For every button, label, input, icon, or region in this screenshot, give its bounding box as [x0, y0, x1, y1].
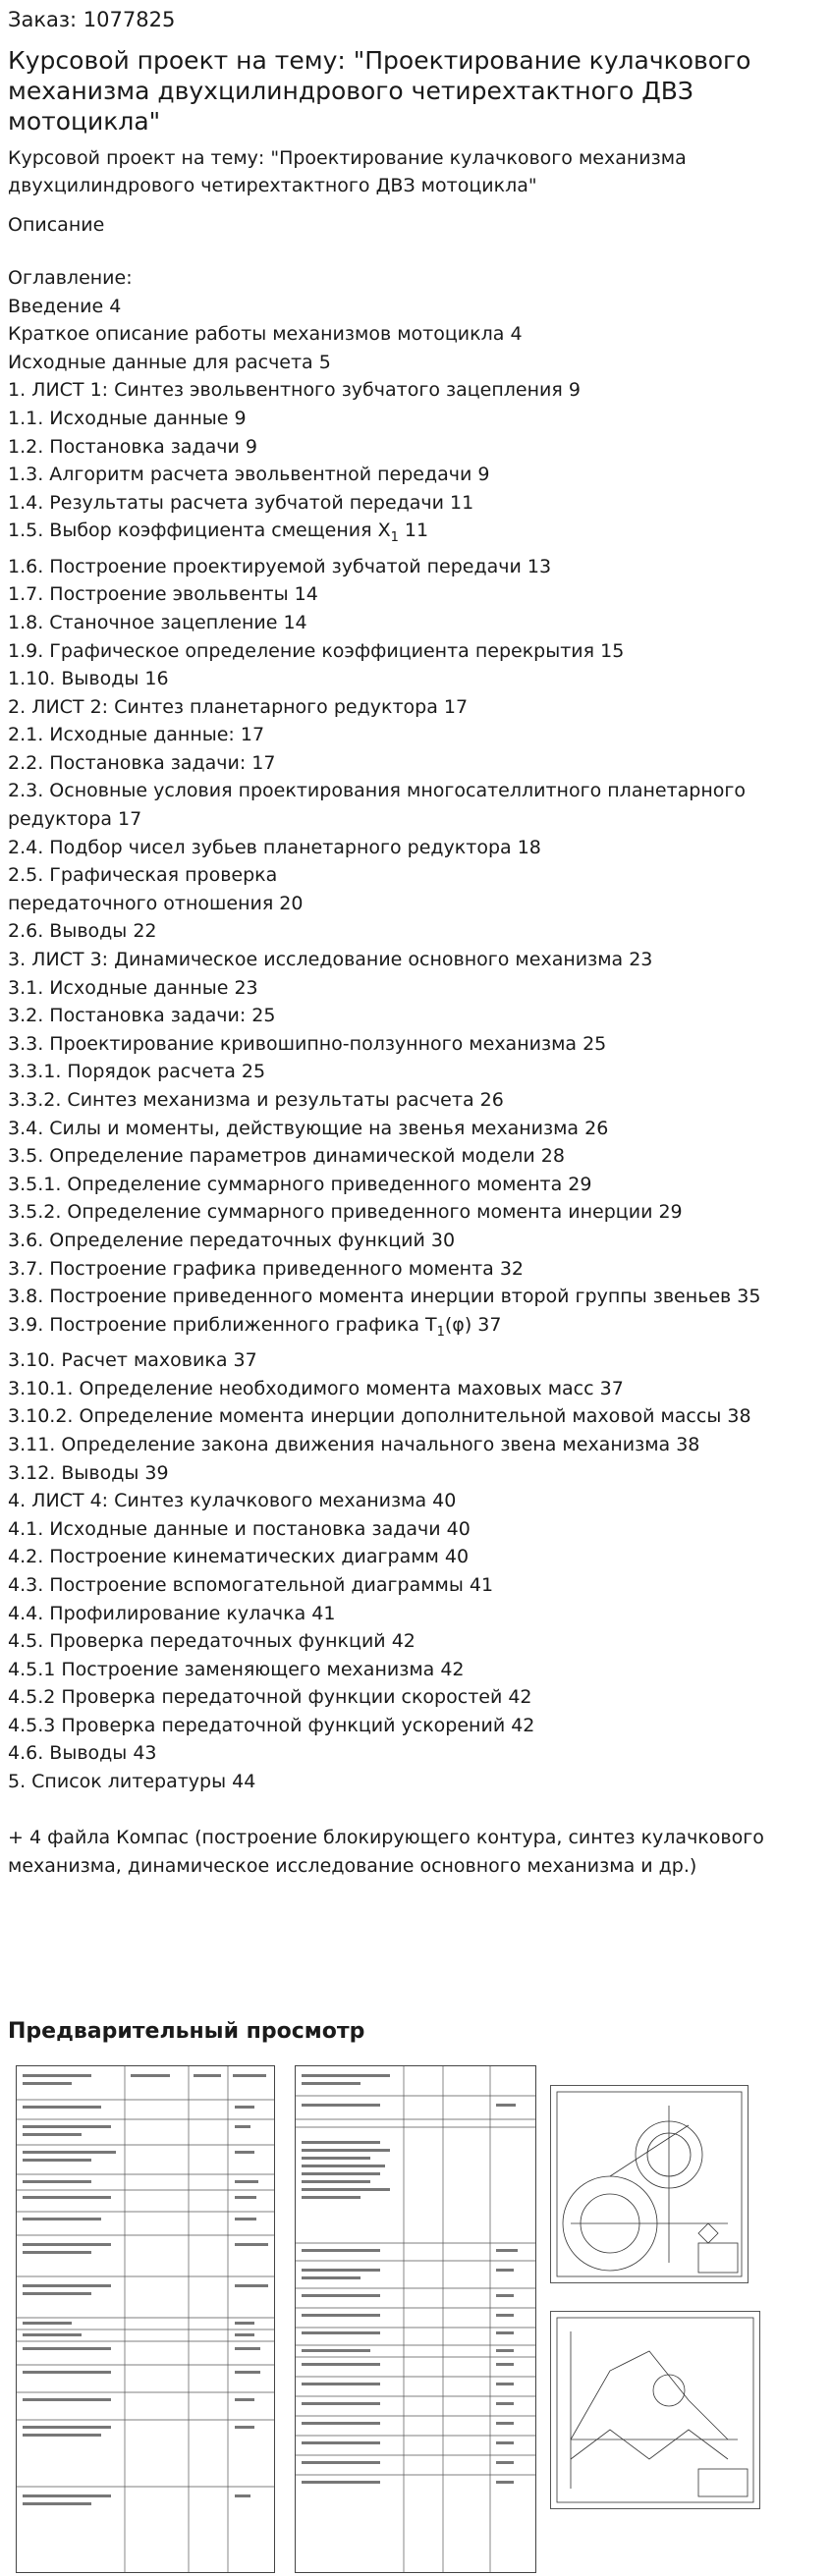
toc-subscript: 1 — [436, 1324, 445, 1340]
toc-item: 1.10. Выводы 16 — [8, 668, 169, 690]
toc-item: 5. Список литературы 44 — [8, 1771, 256, 1793]
toc-item: 3.5.1. Определение суммарного приведенного момента 29 — [8, 1173, 592, 1195]
toc-item: 3.5. Определение параметров динамической модели 28 — [8, 1145, 565, 1168]
toc-item — [8, 517, 832, 552]
toc-item: 1.6. Построение проектируемой зубчатой передачи 13 — [8, 555, 552, 577]
toc-item: 1.4. Результаты расчета зубчатой передачи 11 — [8, 491, 474, 514]
toc-item: 2.1. Исходные данные: 17 — [8, 724, 265, 746]
toc-item: 4. ЛИСТ 4: Синтез кулачкового механизма 40 — [8, 1490, 457, 1512]
toc-item: 1.8. Станочное зацепление 14 — [8, 611, 307, 633]
toc-item: 3.10. Расчет маховика 37 — [8, 1349, 257, 1372]
toc-item: 2.2. Постановка задачи: 17 — [8, 751, 276, 774]
toc-item: 3.10.1. Определение необходимого момента маховых масс 37 — [8, 1377, 624, 1399]
toc-item-page: 11 — [398, 520, 429, 542]
toc-item: 3.4. Силы и моменты, действующие на звенья механизма 26 — [8, 1117, 609, 1139]
toc-item: Введение 4 — [8, 295, 122, 317]
toc-item: 1.2. Постановка задачи 9 — [8, 435, 257, 458]
toc-item: Исходные данные для расчета 5 — [8, 351, 331, 373]
toc-subscript: 1 — [390, 530, 399, 546]
toc-item: 3.2. Постановка задачи: 25 — [8, 1005, 276, 1027]
toc-item: 2.5. Графическая проверка — [8, 864, 278, 887]
page-title: Курсовой проект на тему: "Проектирование кулачкового механизма двухцилиндрового четирехтактного ДВЗ мотоцикла" — [8, 46, 751, 136]
toc-item: 1.1. Исходные данные 9 — [8, 407, 247, 429]
table-of-contents — [8, 264, 832, 1796]
toc-item-text: 1.5. Выбор коэффициента смещения X — [8, 520, 391, 542]
toc-item: 1.3. Алгоритм расчета эвольвентной передачи 9 — [8, 464, 490, 486]
cam-drawing — [551, 2312, 759, 2508]
toc-item: 3.5.2. Определение суммарного приведенного момента инерции 29 — [8, 1201, 683, 1224]
preview-drawing-mechanism[interactable] — [550, 2085, 749, 2283]
toc-item: 4.5. Проверка передаточных функций 42 — [8, 1630, 416, 1653]
toc-item: 4.5.2 Проверка передаточной функции скоростей 42 — [8, 1686, 532, 1709]
toc-item: 3.7. Построение графика приведенного момента 32 — [8, 1257, 525, 1280]
toc-item: Краткое описание работы механизмов мотоцикла 4 — [8, 323, 523, 346]
toc-item: 1.9. Графическое определение коэффициента перекрытия 15 — [8, 639, 625, 662]
toc-item: 4.1. Исходные данные и постановка задачи 40 — [8, 1517, 471, 1540]
toc-item-text: 3.9. Построение приближенного графика T — [8, 1313, 437, 1336]
toc-heading: Оглавление: — [8, 267, 133, 289]
toc-item: 3.1. Исходные данные 23 — [8, 976, 258, 999]
toc-item: 4.4. Профилирование кулачка 41 — [8, 1602, 336, 1624]
toc-item: 1.7. Построение эвольвенты 14 — [8, 583, 318, 606]
toc-item: 2.3. Основные условия проектирования многосателлитного планетарного редуктора 17 — [8, 780, 747, 831]
toc-item: 4.6. Выводы 43 — [8, 1742, 157, 1765]
toc-item-page: (φ) 37 — [444, 1313, 502, 1336]
subtitle: Курсовой проект на тему: "Проектирование кулачкового механизма двухцилиндрового четирехтактного ДВЗ мотоцикла" — [8, 147, 687, 196]
toc-item — [8, 1311, 832, 1346]
preview-drawing-cam[interactable] — [550, 2311, 760, 2509]
toc-item: 1. ЛИСТ 1: Синтез эвольвентного зубчатого зацепления 9 — [8, 379, 581, 402]
toc-item: 3. ЛИСТ 3: Динамическое исследование основного механизма 23 — [8, 949, 653, 971]
order-number: Заказ: 1077825 — [8, 8, 176, 31]
toc-item: 3.10.2. Определение момента инерции дополнительной маховой массы 38 — [8, 1405, 751, 1428]
table-lines-1 — [17, 2066, 274, 2572]
preview-area — [8, 2065, 823, 2576]
preview-sheet-table-1[interactable] — [16, 2065, 275, 2573]
toc-item: 4.2. Построение кинематических диаграмм 40 — [8, 1546, 470, 1568]
toc-item: 3.3. Проектирование кривошипно-ползунного механизма 25 — [8, 1032, 607, 1055]
toc-item: 3.3.2. Синтез механизма и результаты расчета 26 — [8, 1089, 504, 1112]
toc-item: 3.3.1. Порядок расчета 25 — [8, 1061, 266, 1083]
toc-item: 2.6. Выводы 22 — [8, 920, 157, 943]
attachments-note: + 4 файла Компас (построение блокирующего контура, синтез кулачкового механизма, динамическое исследование основного механизма и др.) — [8, 1826, 764, 1877]
table-lines-2 — [296, 2066, 535, 2572]
mechanism-drawing — [551, 2086, 748, 2282]
toc-item: 4.3. Построение вспомогательной диаграммы 41 — [8, 1573, 494, 1596]
toc-item: 3.12. Выводы 39 — [8, 1461, 169, 1484]
toc-item: передаточного отношения 20 — [8, 892, 304, 914]
toc-item: 4.5.3 Проверка передаточной функций ускорений 42 — [8, 1714, 535, 1736]
toc-item: 3.6. Определение передаточных функций 30 — [8, 1229, 456, 1251]
preview-sheet-table-2[interactable] — [295, 2065, 536, 2573]
toc-item: 4.5.1 Построение заменяющего механизма 42 — [8, 1658, 465, 1680]
toc-item: 2.4. Подбор чисел зубьев планетарного редуктора 18 — [8, 836, 541, 858]
preview-heading: Предварительный просмотр — [8, 2018, 365, 2044]
toc-item: 3.8. Построение приведенного момента инерции второй группы звеньев 35 — [8, 1286, 761, 1308]
toc-item: 2. ЛИСТ 2: Синтез планетарного редуктора 17 — [8, 695, 469, 718]
description-label: Описание — [8, 214, 105, 236]
toc-item: 3.11. Определение закона движения начального звена механизма 38 — [8, 1433, 700, 1455]
